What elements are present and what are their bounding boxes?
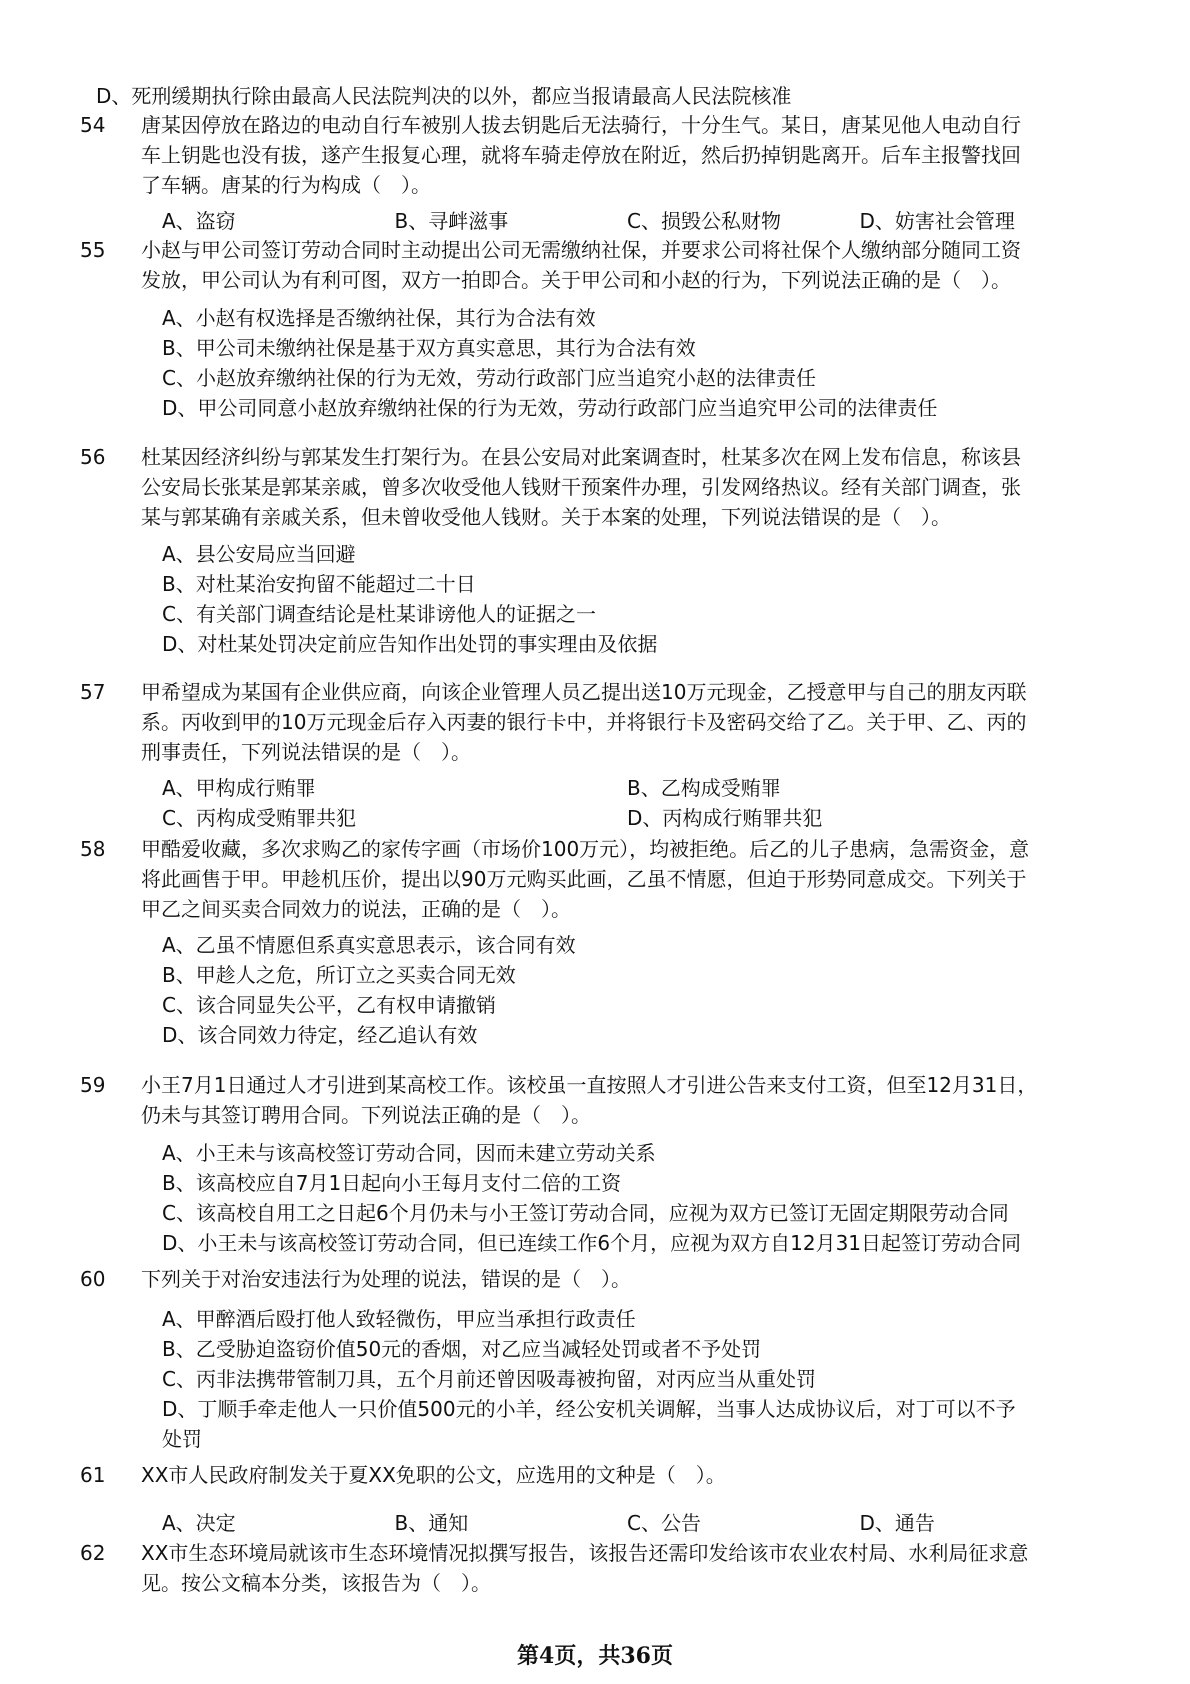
stem-line: 了车辆。唐某的行为构成（ ）。 bbox=[141, 173, 431, 197]
stem-line: XX市人民政府制发关于夏XX免职的公文，应选用的文种是（ ）。 bbox=[141, 1463, 726, 1487]
option-d: D、小王未与该高校签订劳动合同，但已连续工作6个月，应视为双方自12月31日起签订劳动合同 bbox=[162, 1231, 1022, 1255]
option-c: C、丙构成受贿罪共犯 bbox=[162, 806, 356, 830]
option-d: D、丁顺手牵走他人一只价值500元的小羊，经公安机关调解，当事人达成协议后，对丁可以不予 bbox=[162, 1397, 1016, 1421]
stem-line: 甲希望成为某国有企业供应商，向该企业管理人员乙提出送10万元现金，乙授意甲与自己的朋友丙联 bbox=[141, 680, 1027, 704]
stem-line: 发放，甲公司认为有利可图，双方一拍即合。关于甲公司和小赵的行为，下列说法正确的是（ ）。 bbox=[141, 268, 1011, 292]
question-stem bbox=[141, 1070, 1091, 1130]
stem-line: 刑事责任，下列说法错误的是（ ）。 bbox=[141, 740, 471, 764]
stem-line: 小赵与甲公司签订劳动合同时主动提出公司无需缴纳社保，并要求公司将社保个人缴纳部分随同工资 bbox=[141, 238, 1021, 262]
option-a: A、乙虽不情愿但系真实意思表示，该合同有效 bbox=[162, 933, 576, 957]
option-d: D、对杜某处罚决定前应告知作出处罚的事实理由及依据 bbox=[162, 632, 658, 656]
option-c: C、该合同显失公平，乙有权申请撤销 bbox=[162, 993, 496, 1017]
stem-line: 某与郭某确有亲戚关系，但未曾收受他人钱财。关于本案的处理，下列说法错误的是（ ）。 bbox=[141, 505, 951, 529]
options-list bbox=[162, 1138, 1092, 1258]
stem-line: 将此画售于甲。甲趁机压价，提出以90万元购买此画，乙虽不情愿，但迫于形势同意成交。下列关于 bbox=[141, 867, 1027, 891]
question-number: 58 bbox=[80, 837, 106, 861]
question-stem bbox=[141, 1460, 1091, 1490]
question-stem bbox=[141, 235, 1091, 295]
option-b: B、通知 bbox=[394, 1511, 469, 1535]
options-list bbox=[162, 930, 1092, 1050]
question-number: 57 bbox=[80, 680, 106, 704]
option-d: D、妨害社会管理 bbox=[859, 209, 1015, 233]
option-c: C、丙非法携带管制刀具，五个月前还曾因吸毒被拘留，对丙应当从重处罚 bbox=[162, 1367, 816, 1391]
stem-line: 唐某因停放在路边的电动自行车被别人拔去钥匙后无法骑行，十分生气。某日，唐某见他人电动自行 bbox=[141, 113, 1021, 137]
option-b: B、甲趁人之危，所订立之买卖合同无效 bbox=[162, 963, 516, 987]
stem-line: 车上钥匙也没有拔，遂产生报复心理，就将车骑走停放在附近，然后扔掉钥匙离开。后车主报警找回 bbox=[141, 143, 1021, 167]
stem-line: 系。丙收到甲的10万元现金后存入丙妻的银行卡中，并将银行卡及密码交给了乙。关于甲、乙、丙的 bbox=[141, 710, 1027, 734]
question-number: 55 bbox=[80, 238, 106, 262]
question-number: 56 bbox=[80, 445, 106, 469]
question-stem bbox=[141, 1538, 1091, 1598]
question-stem bbox=[141, 834, 1091, 924]
question-stem bbox=[141, 1264, 1091, 1294]
question-number: 54 bbox=[80, 113, 106, 137]
option-a: A、小王未与该高校签订劳动合同，因而未建立劳动关系 bbox=[162, 1141, 656, 1165]
stem-line: 小王7月1日通过人才引进到某高校工作。该校虽一直按照人才引进公告来支付工资，但至12月31日， bbox=[141, 1073, 1038, 1097]
stem-line: 仍未与其签订聘用合同。下列说法正确的是（ ）。 bbox=[141, 1103, 591, 1127]
options-list bbox=[162, 1304, 1092, 1454]
option-b: B、对杜某治安拘留不能超过二十日 bbox=[162, 572, 476, 596]
option-c: C、损毁公私财物 bbox=[627, 209, 781, 233]
question-number: 61 bbox=[80, 1463, 106, 1487]
options-row bbox=[162, 1508, 1092, 1538]
options-row bbox=[162, 773, 1092, 803]
options-list bbox=[162, 303, 1092, 423]
stem-line: 见。按公文稿本分类，该报告为（ ）。 bbox=[141, 1571, 491, 1595]
option-a: A、甲构成行贿罪 bbox=[162, 776, 316, 800]
page-footer: 第4页，共36页 bbox=[517, 1643, 673, 1669]
question-number: 60 bbox=[80, 1267, 106, 1291]
options-row bbox=[162, 206, 1092, 236]
option-a: A、甲醉酒后殴打他人致轻微伤，甲应当承担行政责任 bbox=[162, 1307, 636, 1331]
option-a: A、决定 bbox=[162, 1511, 236, 1535]
option-a: A、盗窃 bbox=[162, 209, 236, 233]
option-b: B、该高校应自7月1日起向小王每月支付二倍的工资 bbox=[162, 1171, 622, 1195]
options-list bbox=[162, 539, 1092, 659]
option-d: D、该合同效力待定，经乙追认有效 bbox=[162, 1023, 478, 1047]
option-a: A、县公安局应当回避 bbox=[162, 542, 356, 566]
question-number: 59 bbox=[80, 1073, 106, 1097]
carryover-option: D、死刑缓期执行除由最高人民法院判决的以外，都应当报请最高人民法院核准 bbox=[96, 84, 792, 108]
stem-line: XX市生态环境局就该市生态环境情况拟撰写报告，该报告还需印发给该市农业农村局、水利局征求意 bbox=[141, 1541, 1029, 1565]
option-d: D、甲公司同意小赵放弃缴纳社保的行为无效，劳动行政部门应当追究甲公司的法律责任 bbox=[162, 396, 938, 420]
stem-line: 甲乙之间买卖合同效力的说法，正确的是（ ）。 bbox=[141, 897, 571, 921]
question-stem bbox=[141, 442, 1091, 532]
stem-line: 甲酷爱收藏，多次求购乙的家传字画（市场价100万元），均被拒绝。后乙的儿子患病，急需资金，意 bbox=[141, 837, 1030, 861]
option-c: C、公告 bbox=[627, 1511, 701, 1535]
option-c: C、该高校自用工之日起6个月仍未与小王签订劳动合同，应视为双方已签订无固定期限劳动合同 bbox=[162, 1201, 1009, 1225]
question-stem bbox=[141, 110, 1091, 200]
option-a: A、小赵有权选择是否缴纳社保，其行为合法有效 bbox=[162, 306, 596, 330]
option-d: D、丙构成行贿罪共犯 bbox=[627, 806, 823, 830]
option-b: B、寻衅滋事 bbox=[394, 209, 509, 233]
option-d: D、通告 bbox=[859, 1511, 935, 1535]
option-c: C、有关部门调查结论是杜某诽谤他人的证据之一 bbox=[162, 602, 596, 626]
option-c: C、小赵放弃缴纳社保的行为无效，劳动行政部门应当追究小赵的法律责任 bbox=[162, 366, 816, 390]
stem-line: 杜某因经济纠纷与郭某发生打架行为。在县公安局对此案调查时，杜某多次在网上发布信息，称该县 bbox=[141, 445, 1021, 469]
option-b: B、乙构成受贿罪 bbox=[627, 776, 781, 800]
option-d-continued: 处罚 bbox=[162, 1427, 202, 1451]
options-row bbox=[162, 803, 1092, 833]
option-b: B、甲公司未缴纳社保是基于双方真实意思，其行为合法有效 bbox=[162, 336, 696, 360]
option-b: B、乙受胁迫盗窃价值50元的香烟，对乙应当减轻处罚或者不予处罚 bbox=[162, 1337, 762, 1361]
question-stem bbox=[141, 677, 1091, 767]
stem-line: 公安局长张某是郭某亲戚，曾多次收受他人钱财干预案件办理，引发网络热议。经有关部门调查，张 bbox=[141, 475, 1021, 499]
question-number: 62 bbox=[80, 1541, 106, 1565]
stem-line: 下列关于对治安违法行为处理的说法，错误的是（ ）。 bbox=[141, 1267, 631, 1291]
